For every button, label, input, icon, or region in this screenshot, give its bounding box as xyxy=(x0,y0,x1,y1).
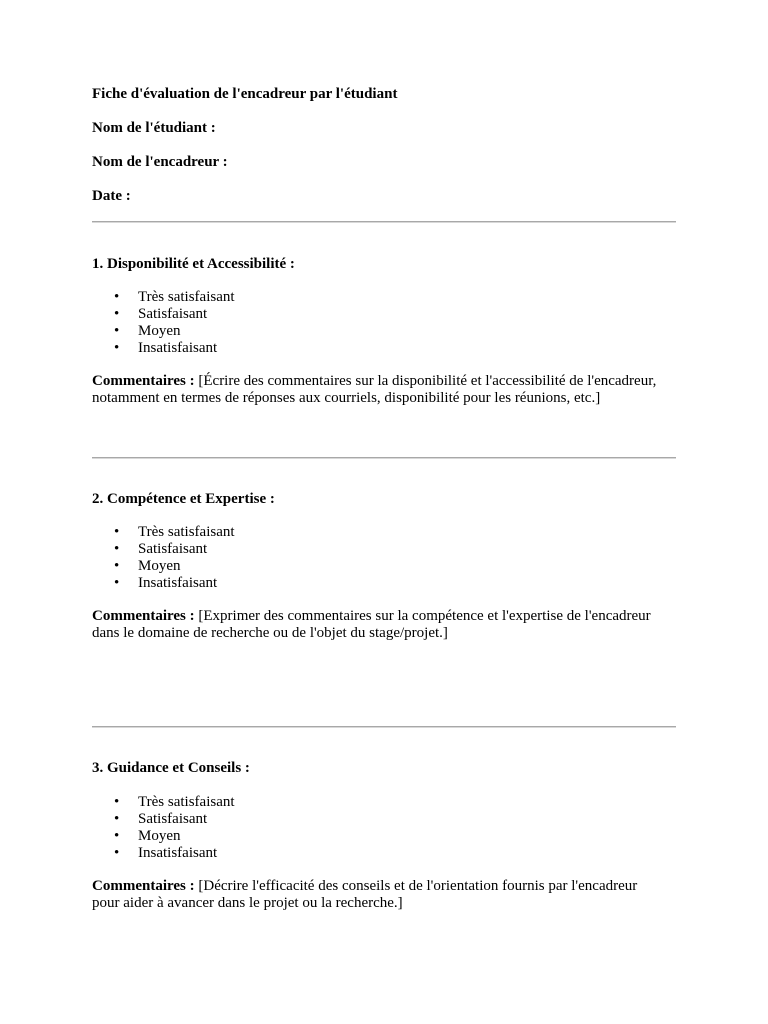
rating-option-label: Moyen xyxy=(138,558,181,574)
rating-option-label: Satisfaisant xyxy=(138,306,208,322)
divider xyxy=(92,221,676,223)
bullet-icon: • xyxy=(114,811,120,827)
comment-label: Commentaires : xyxy=(92,373,195,389)
date-label: Date : xyxy=(92,188,131,204)
rating-option xyxy=(92,575,235,592)
bullet-icon: • xyxy=(114,575,120,591)
section-heading: 1. Disponibilité et Accessibilité : xyxy=(92,256,295,272)
rating-option-label: Très satisfaisant xyxy=(138,524,235,540)
section-heading: 3. Guidance et Conseils : xyxy=(92,760,250,776)
rating-options-list xyxy=(92,794,235,862)
rating-option xyxy=(92,323,235,340)
rating-options-list xyxy=(92,289,235,357)
rating-option xyxy=(92,340,235,357)
rating-option xyxy=(92,828,235,845)
bullet-icon: • xyxy=(114,541,120,557)
comment-text: [Écrire des commentaires sur la disponibilité et l'accessibilité de l'encadreur, xyxy=(194,373,657,389)
rating-option xyxy=(92,811,235,828)
rating-option-label: Satisfaisant xyxy=(138,811,208,827)
comment-text: [Exprimer des commentaires sur la compétence et l'expertise de l'encadreur xyxy=(194,608,651,624)
bullet-icon: • xyxy=(114,289,120,305)
rating-option-label: Très satisfaisant xyxy=(138,794,235,810)
comment-block xyxy=(92,373,692,407)
bullet-icon: • xyxy=(114,794,120,810)
comment-label: Commentaires : xyxy=(92,608,195,624)
rating-option xyxy=(92,289,235,306)
comment-label: Commentaires : xyxy=(92,878,195,894)
comment-block xyxy=(92,608,692,642)
rating-option-label: Moyen xyxy=(138,323,181,339)
bullet-icon: • xyxy=(114,340,120,356)
comment-block xyxy=(92,878,692,912)
rating-option xyxy=(92,306,235,323)
rating-option xyxy=(92,794,235,811)
comment-text: notamment en termes de réponses aux courriels, disponibilité pour les réunions, etc.] xyxy=(92,390,601,406)
rating-option-label: Insatisfaisant xyxy=(138,340,218,356)
divider xyxy=(92,457,676,459)
rating-options-list xyxy=(92,524,235,592)
rating-option-label: Satisfaisant xyxy=(138,541,208,557)
bullet-icon: • xyxy=(114,828,120,844)
rating-option-label: Moyen xyxy=(138,828,181,844)
section-heading: 2. Compétence et Expertise : xyxy=(92,491,275,507)
rating-option xyxy=(92,558,235,575)
student-name-label: Nom de l'étudiant : xyxy=(92,120,216,136)
bullet-icon: • xyxy=(114,306,120,322)
rating-option xyxy=(92,541,235,558)
bullet-icon: • xyxy=(114,558,120,574)
comment-text: dans le domaine de recherche ou de l'objet du stage/projet.] xyxy=(92,625,448,641)
rating-option-label: Insatisfaisant xyxy=(138,575,218,591)
bullet-icon: • xyxy=(114,524,120,540)
bullet-icon: • xyxy=(114,323,120,339)
comment-text: [Décrire l'efficacité des conseils et de l'orientation fournis par l'encadreur xyxy=(194,878,638,894)
rating-option-label: Insatisfaisant xyxy=(138,845,218,861)
document-title: Fiche d'évaluation de l'encadreur par l'étudiant xyxy=(92,86,398,102)
rating-option xyxy=(92,524,235,541)
rating-option xyxy=(92,845,235,862)
supervisor-name-label: Nom de l'encadreur : xyxy=(92,154,228,170)
rating-option-label: Très satisfaisant xyxy=(138,289,235,305)
bullet-icon: • xyxy=(114,845,120,861)
comment-text: pour aider à avancer dans le projet ou la recherche.] xyxy=(92,895,403,911)
divider xyxy=(92,726,676,728)
